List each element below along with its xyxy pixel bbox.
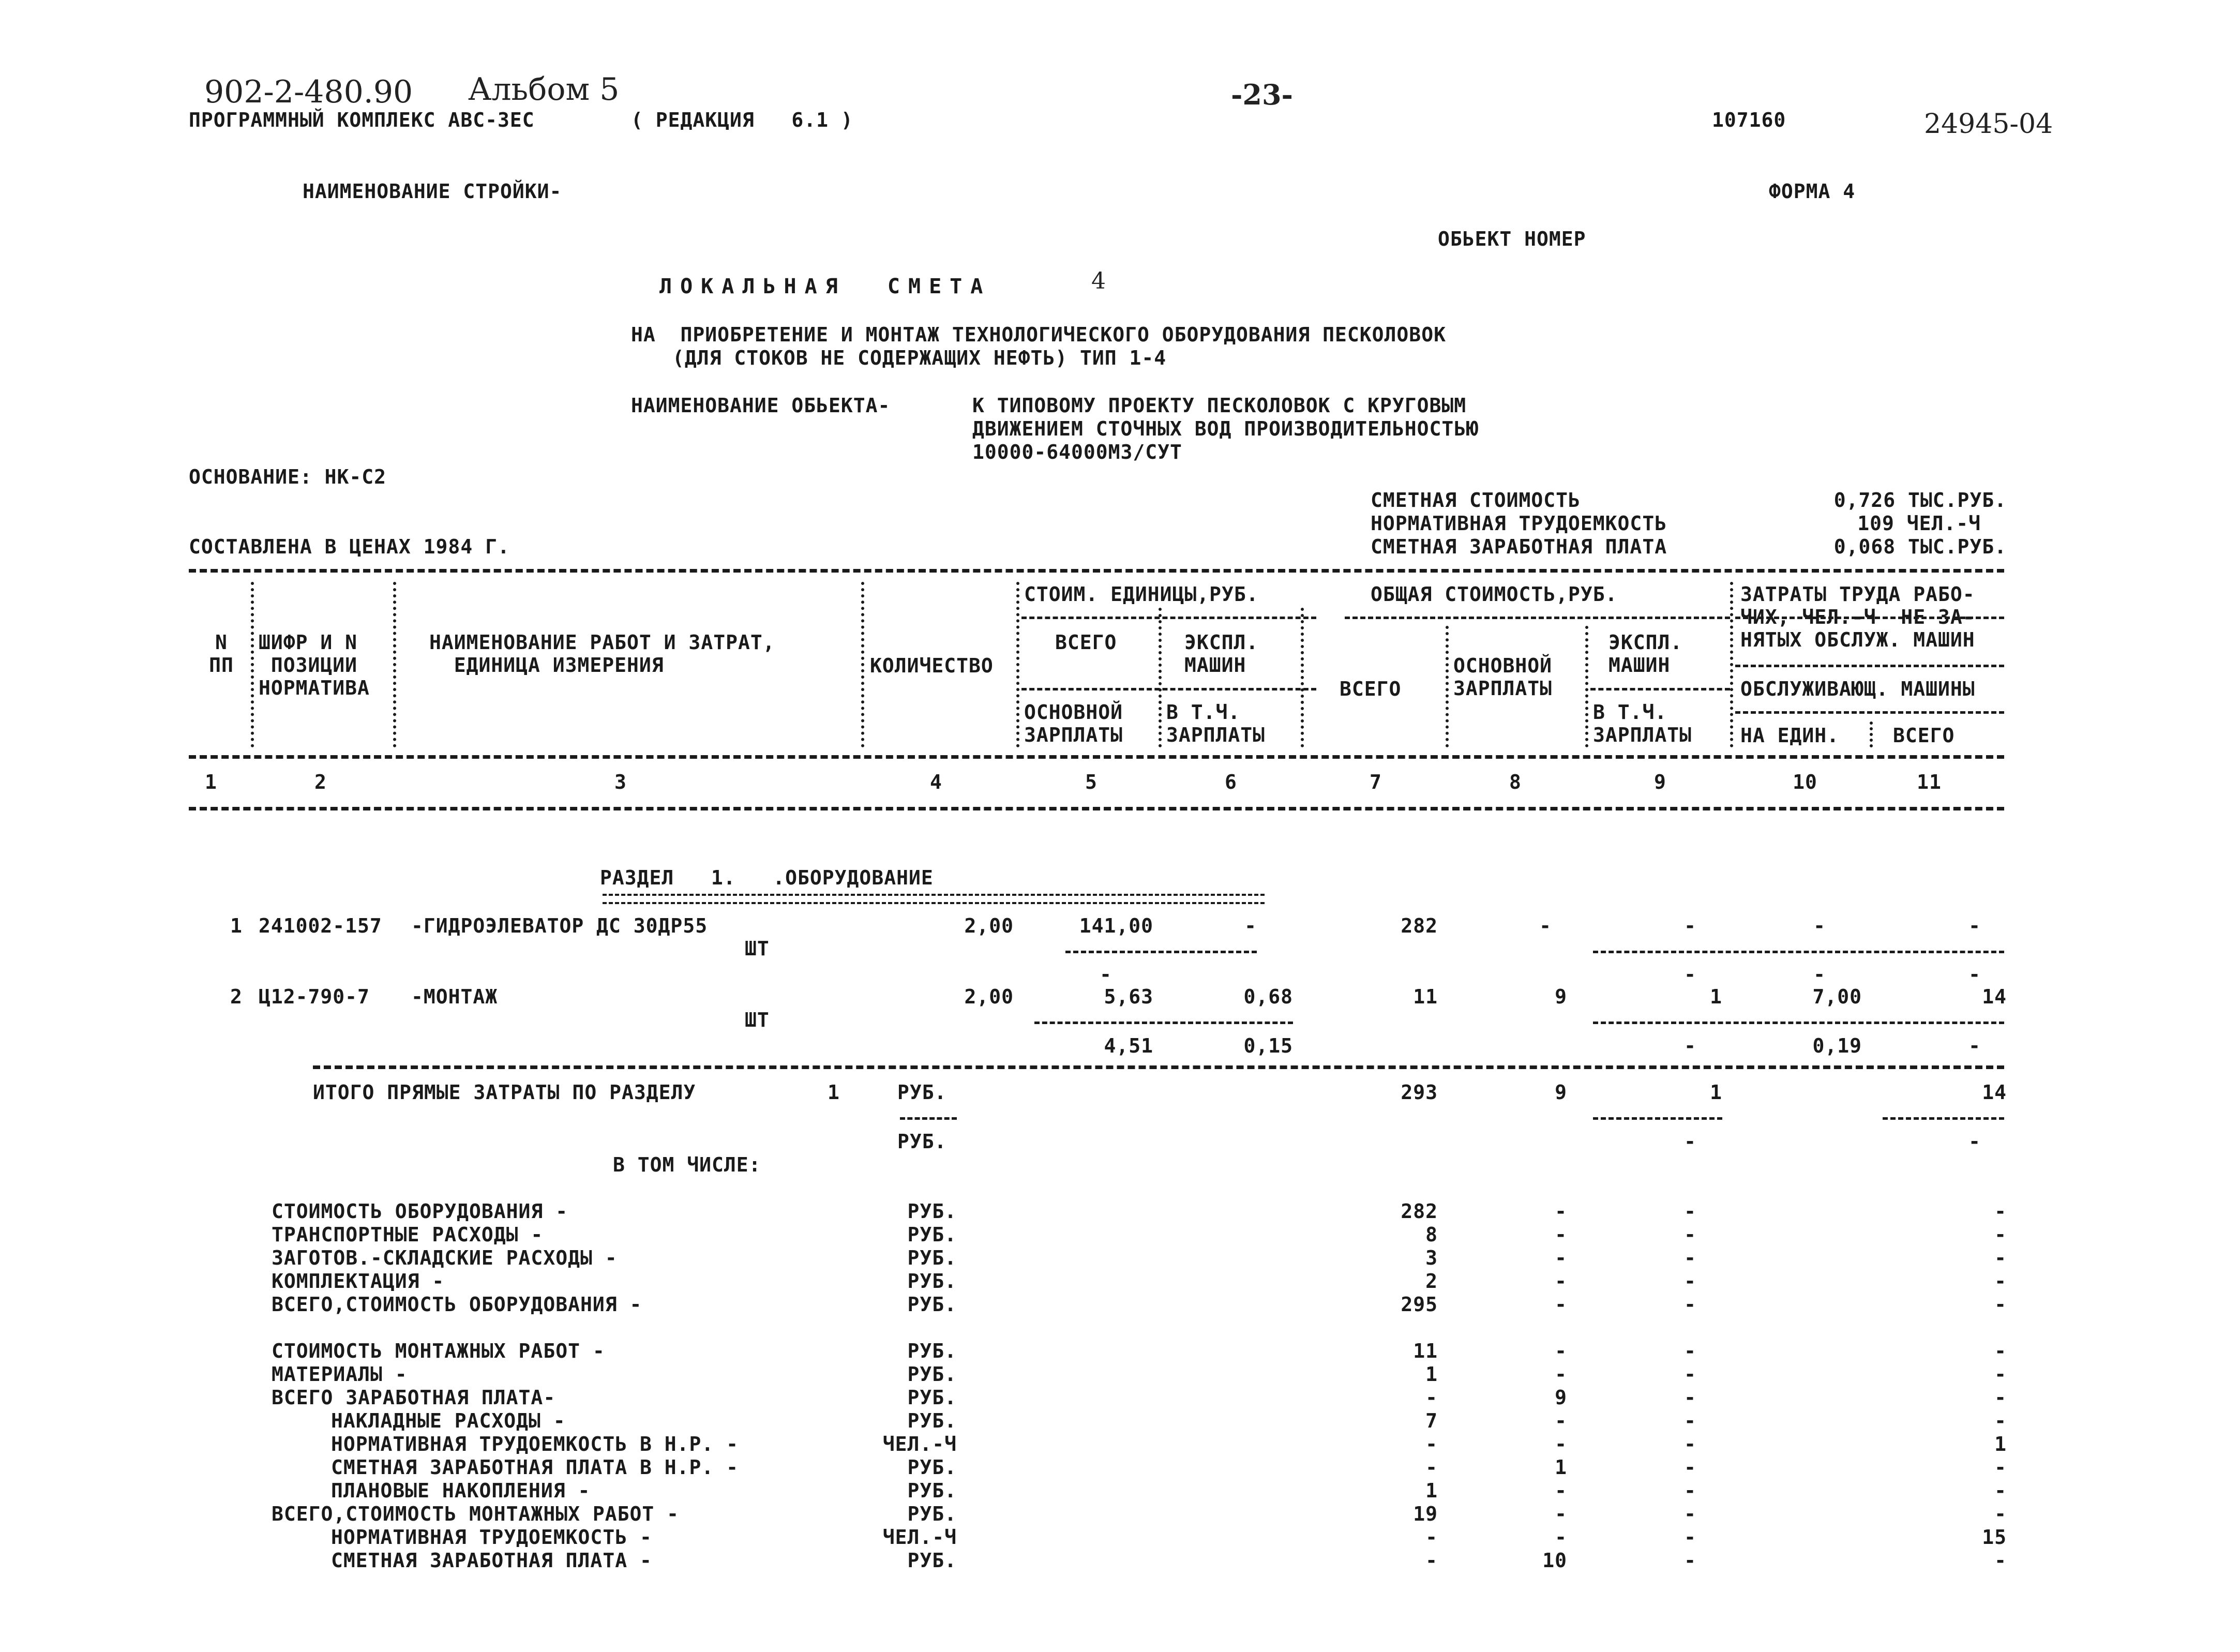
breakdown-mach: - <box>1684 1223 1696 1246</box>
breakdown-row <box>0 1270 2240 1293</box>
th-unit-incl: В Т.Ч. ЗАРПЛАТЫ <box>1166 701 1266 746</box>
totals-subrule-c <box>1883 1117 2004 1120</box>
th-total-wage: ОСНОВНОЙ ЗАРПЛАТЫ <box>1453 654 1553 700</box>
breakdown-row <box>0 1503 2240 1525</box>
col-sep-1 <box>251 582 254 747</box>
row-2-code: Ц12-790-7 <box>259 985 370 1008</box>
breakdown-labor: - <box>1994 1456 2007 1479</box>
row-1-subrule-a <box>1065 951 1257 953</box>
totals-mach-incl: - <box>1684 1130 1696 1153</box>
row-1-unit-total: 141,00 <box>1079 914 1153 937</box>
breakdown-mach: - <box>1684 1549 1696 1572</box>
row-1-qty: 2,00 <box>964 914 1014 937</box>
row-1-total-incl: - <box>1684 963 1696 986</box>
col-number-1: 1 <box>205 771 217 793</box>
breakdown-labor: - <box>1994 1246 2007 1269</box>
breakdown-unit: РУБ. <box>907 1246 957 1269</box>
breakdown-wage: - <box>1555 1363 1567 1386</box>
header-sub-rule-5 <box>1590 688 1730 690</box>
header-sub-rule-2 <box>1345 617 1730 619</box>
doc-number: 107160 <box>1712 109 1786 131</box>
col-number-3: 3 <box>614 771 627 793</box>
breakdown-labor: - <box>1994 1223 2007 1246</box>
breakdown-row <box>0 1479 2240 1502</box>
breakdown-row <box>0 1409 2240 1432</box>
breakdown-row <box>0 1363 2240 1386</box>
subject-line-2: (ДЛЯ СТОКОВ НЕ СОДЕРЖАЩИХ НЕФТЬ) ТИП 1-4 <box>672 347 1167 369</box>
album-label: Альбом 5 <box>468 71 620 108</box>
totals-top-rule <box>313 1065 2004 1069</box>
row-1-unit-wage: - <box>1100 963 1112 986</box>
row-2-name: -МОНТАЖ <box>411 985 498 1008</box>
row-2-subrule-a <box>1034 1022 1293 1024</box>
form-label: ФОРМА 4 <box>1769 180 1856 203</box>
breakdown-label: НАКЛАДНЫЕ РАСХОДЫ - <box>331 1409 566 1432</box>
row-2-qty: 2,00 <box>964 985 1014 1008</box>
row-1-unit: ШТ <box>745 937 770 960</box>
breakdown-labor: 1 <box>1994 1433 2007 1455</box>
breakdown-total: - <box>1425 1456 1438 1479</box>
row-1-labor-all: - <box>1968 914 1981 937</box>
row-2-unit-wage: 4,51 <box>1104 1034 1153 1057</box>
th-code: ШИФР И N ПОЗИЦИИ НОРМАТИВА <box>259 631 370 699</box>
row-2-labor-serv-all: - <box>1968 1034 1981 1057</box>
header-sub-rule-1 <box>1021 617 1316 619</box>
col-number-4: 4 <box>930 771 942 793</box>
breakdown-wage: - <box>1555 1479 1567 1502</box>
breakdown-unit: РУБ. <box>907 1223 957 1246</box>
breakdown-wage: - <box>1555 1200 1567 1223</box>
breakdown-wage: 10 <box>1542 1549 1567 1572</box>
page-number: -23- <box>1231 78 1293 111</box>
col-sep-4 <box>1016 582 1019 747</box>
th-qty: КОЛИЧЕСТВО <box>870 654 994 677</box>
th-unit-cost: СТОИМ. ЕДИНИЦЫ,РУБ. <box>1024 583 1259 606</box>
breakdown-row <box>0 1526 2240 1549</box>
subject-line-1: НА ПРИОБРЕТЕНИЕ И МОНТАЖ ТЕХНОЛОГИЧЕСКОГО ОБОРУДОВАНИЯ ПЕСКОЛОВОК <box>631 323 1446 346</box>
breakdown-labor: - <box>1994 1479 2007 1502</box>
breakdown-wage: - <box>1555 1293 1567 1316</box>
header-sub-rule-4 <box>1021 688 1316 690</box>
breakdown-unit: РУБ. <box>907 1386 957 1409</box>
breakdown-label: ВСЕГО,СТОИМОСТЬ ОБОРУДОВАНИЯ - <box>272 1293 642 1316</box>
breakdown-labor: - <box>1994 1549 2007 1572</box>
breakdown-row <box>0 1200 2240 1223</box>
th-unit-total: ВСЕГО <box>1055 631 1117 654</box>
breakdown-unit: РУБ. <box>907 1200 957 1223</box>
project-code: 902-2-480.90 <box>204 74 413 110</box>
th-name: НАИМЕНОВАНИЕ РАБОТ И ЗАТРАТ, ЕДИНИЦА ИЗМЕРЕНИЯ <box>429 631 775 677</box>
row-1-unit-mach: - <box>1244 914 1257 937</box>
breakdown-labor: - <box>1994 1340 2007 1362</box>
row-1-labor-serv-unit: - <box>1813 963 1826 986</box>
summary-cost-label: СМЕТНАЯ СТОИМОСТЬ <box>1371 489 1581 512</box>
row-2-total-wage: 9 <box>1555 985 1567 1008</box>
breakdown-unit: РУБ. <box>907 1293 957 1316</box>
breakdown-total: 1 <box>1425 1363 1438 1386</box>
breakdown-row <box>0 1386 2240 1409</box>
header-top-rule <box>189 569 2004 573</box>
th-total-all: ВСЕГО <box>1340 678 1402 700</box>
breakdown-unit: РУБ. <box>907 1270 957 1293</box>
stamp-number: 24945-04 <box>1924 109 2053 140</box>
totals-total: 293 <box>1401 1081 1438 1104</box>
breakdown-mach: - <box>1684 1293 1696 1316</box>
edition: ( РЕДАКЦИЯ 6.1 ) <box>631 109 853 131</box>
breakdown-mach: - <box>1684 1503 1696 1525</box>
th-per-unit: НА ЕДИН. <box>1740 724 1840 747</box>
incl-label: В ТОМ ЧИСЛЕ: <box>613 1153 761 1176</box>
breakdown-label: СТОИМОСТЬ ОБОРУДОВАНИЯ - <box>272 1200 568 1223</box>
row-2-unit-mach: 0,68 <box>1243 985 1293 1008</box>
section-title: РАЗДЕЛ 1. .ОБОРУДОВАНИЕ <box>600 866 934 889</box>
row-2-labor-all: 14 <box>1982 985 2007 1008</box>
header-sub-rule-7 <box>1735 711 2004 714</box>
breakdown-wage: - <box>1555 1246 1567 1269</box>
row-1-code: 241002-157 <box>259 914 382 937</box>
totals-subrule-a <box>900 1117 957 1120</box>
breakdown-total: 282 <box>1401 1200 1438 1223</box>
breakdown-labor: 15 <box>1982 1526 2007 1549</box>
summary-cost-value: 0,726 ТЫС.РУБ. <box>1833 489 2007 512</box>
th-labor: ЗАТРАТЫ ТРУДА РАБО- ЧИХ, ЧЕЛ.-Ч НЕ ЗА- НЯТЫХ ОБСЛУЖ. МАШИН <box>1740 583 1975 651</box>
breakdown-unit: РУБ. <box>907 1549 957 1572</box>
object-line-1: К ТИПОВОМУ ПРОЕКТУ ПЕСКОЛОВОК С КРУГОВЫМ <box>972 394 1467 417</box>
totals-subrule-b <box>1593 1117 1722 1120</box>
breakdown-labor: - <box>1994 1270 2007 1293</box>
header-mid-rule <box>189 755 2004 759</box>
col-sep-5 <box>1159 608 1162 747</box>
breakdown-labor: - <box>1994 1503 2007 1525</box>
document-title-number: 4 <box>1091 268 1106 294</box>
breakdown-label: МАТЕРИАЛЫ - <box>272 1363 408 1386</box>
header-sub-rule-6 <box>1735 665 2004 667</box>
th-total-mach: ЭКСПЛ. МАШИН <box>1608 631 1683 677</box>
breakdown-mach: - <box>1684 1526 1696 1549</box>
breakdown-label: ТРАНСПОРТНЫЕ РАСХОДЫ - <box>272 1223 544 1246</box>
th-unit-mach: ЭКСПЛ. МАШИН <box>1184 631 1259 677</box>
breakdown-total: 7 <box>1425 1409 1438 1432</box>
breakdown-row <box>0 1223 2240 1246</box>
breakdown-row <box>0 1293 2240 1316</box>
totals-unit-2: РУБ. <box>897 1130 947 1153</box>
object-line-3: 10000-64000М3/СУТ <box>972 441 1182 463</box>
breakdown-total: - <box>1425 1549 1438 1572</box>
totals-labor: 14 <box>1982 1081 2007 1104</box>
col-sep-7 <box>1446 626 1449 747</box>
col-sep-10 <box>1870 722 1873 747</box>
row-2-total-incl: - <box>1684 1034 1696 1057</box>
object-number-label: ОБЬЕКТ НОМЕР <box>1438 228 1586 250</box>
row-1-labor-unit: - <box>1813 914 1826 937</box>
th-total-cost: ОБЩАЯ СТОИМОСТЬ,РУБ. <box>1371 583 1618 606</box>
summary-labor-value: 109 ЧЕЛ.-Ч <box>1857 512 1981 535</box>
row-1-total-wage: - <box>1539 914 1552 937</box>
breakdown-labor: - <box>1994 1200 2007 1223</box>
breakdown-unit: РУБ. <box>907 1340 957 1362</box>
totals-label: ИТОГО ПРЯМЫЕ ЗАТРАТЫ ПО РАЗДЕЛУ <box>313 1081 696 1104</box>
col-sep-8 <box>1585 626 1588 747</box>
construction-label: НАИМЕНОВАНИЕ СТРОЙКИ- <box>303 180 562 203</box>
breakdown-mach: - <box>1684 1363 1696 1386</box>
row-2-unit: ШТ <box>745 1009 770 1031</box>
breakdown-wage: - <box>1555 1526 1567 1549</box>
row-1-total-mach: - <box>1684 914 1696 937</box>
col-number-6: 6 <box>1225 771 1237 793</box>
breakdown-total: 19 <box>1413 1503 1438 1525</box>
row-2-number: 2 <box>230 985 243 1008</box>
row-1-total: 282 <box>1401 914 1438 937</box>
col-sep-6 <box>1301 608 1304 747</box>
summary-wage-label: СМЕТНАЯ ЗАРАБОТНАЯ ПЛАТА <box>1371 535 1667 558</box>
breakdown-unit: РУБ. <box>907 1456 957 1479</box>
row-2-total-mach: 1 <box>1710 985 1722 1008</box>
breakdown-mach: - <box>1684 1200 1696 1223</box>
breakdown-mach: - <box>1684 1340 1696 1362</box>
totals-section-no: 1 <box>828 1081 840 1104</box>
totals-wage: 9 <box>1555 1081 1567 1104</box>
totals-unit: РУБ. <box>897 1081 947 1104</box>
col-number-11: 11 <box>1917 771 1942 793</box>
row-2-labor-serv-unit: 0,19 <box>1812 1034 1862 1057</box>
breakdown-total: 2 <box>1425 1270 1438 1293</box>
breakdown-mach: - <box>1684 1409 1696 1432</box>
col-sep-3 <box>861 582 864 747</box>
totals-labor-serv: - <box>1968 1130 1981 1153</box>
breakdown-row <box>0 1433 2240 1455</box>
breakdown-unit: РУБ. <box>907 1409 957 1432</box>
header-bottom-rule <box>189 807 2004 810</box>
breakdown-mach: - <box>1684 1270 1696 1293</box>
breakdown-label: ВСЕГО,СТОИМОСТЬ МОНТАЖНЫХ РАБОТ - <box>272 1503 679 1525</box>
breakdown-mach: - <box>1684 1386 1696 1409</box>
document-title: ЛОКАЛЬНАЯ СМЕТА <box>659 275 991 298</box>
breakdown-label: СТОИМОСТЬ МОНТАЖНЫХ РАБОТ - <box>272 1340 605 1362</box>
breakdown-list <box>0 1200 2240 1593</box>
breakdown-total: 8 <box>1425 1223 1438 1246</box>
breakdown-row <box>0 1340 2240 1362</box>
breakdown-total: - <box>1425 1433 1438 1455</box>
breakdown-unit: РУБ. <box>907 1503 957 1525</box>
breakdown-unit: РУБ. <box>907 1363 957 1386</box>
breakdown-total: - <box>1425 1386 1438 1409</box>
row-2-unit-incl: 0,15 <box>1243 1034 1293 1057</box>
breakdown-mach: - <box>1684 1479 1696 1502</box>
object-line-2: ДВИЖЕНИЕМ СТОЧНЫХ ВОД ПРОИЗВОДИТЕЛЬНОСТЬЮ <box>972 417 1479 440</box>
breakdown-unit: ЧЕЛ.-Ч <box>882 1526 957 1549</box>
basis: ОСНОВАНИЕ: НК-С2 <box>189 465 387 488</box>
col-number-8: 8 <box>1509 771 1522 793</box>
breakdown-labor: - <box>1994 1386 2007 1409</box>
breakdown-total: 295 <box>1401 1293 1438 1316</box>
breakdown-wage: 9 <box>1555 1386 1567 1409</box>
th-n: N ПП <box>209 631 234 677</box>
breakdown-total: - <box>1425 1526 1438 1549</box>
breakdown-row <box>0 1456 2240 1479</box>
breakdown-labor: - <box>1994 1409 2007 1432</box>
breakdown-label: ПЛАНОВЫЕ НАКОПЛЕНИЯ - <box>331 1479 591 1502</box>
breakdown-label: НОРМАТИВНАЯ ТРУДОЕМКОСТЬ В Н.Р. - <box>331 1433 739 1455</box>
th-all: ВСЕГО <box>1893 724 1955 747</box>
th-unit-wage: ОСНОВНОЙ ЗАРПЛАТЫ <box>1024 701 1123 746</box>
breakdown-wage: - <box>1555 1409 1567 1432</box>
breakdown-total: 3 <box>1425 1246 1438 1269</box>
th-labor-serv: ОБСЛУЖИВАЮЩ. МАШИНЫ <box>1740 678 1975 700</box>
col-sep-9 <box>1730 582 1733 747</box>
breakdown-wage: - <box>1555 1340 1567 1362</box>
breakdown-wage: - <box>1555 1433 1567 1455</box>
totals-mach: 1 <box>1710 1081 1722 1104</box>
row-1-name: -ГИДРОЭЛЕВАТОР ДС 30ДР55 <box>411 914 708 937</box>
breakdown-label: СМЕТНАЯ ЗАРАБОТНАЯ ПЛАТА В Н.Р. - <box>331 1456 739 1479</box>
breakdown-total: 11 <box>1413 1340 1438 1362</box>
breakdown-mach: - <box>1684 1456 1696 1479</box>
breakdown-labor: - <box>1994 1363 2007 1386</box>
breakdown-row <box>0 1246 2240 1269</box>
breakdown-wage: - <box>1555 1270 1567 1293</box>
row-2-subrule-b <box>1593 1022 2004 1024</box>
row-2-labor-unit: 7,00 <box>1812 985 1862 1008</box>
summary-labor-label: НОРМАТИВНАЯ ТРУДОЕМКОСТЬ <box>1371 512 1667 535</box>
prices-basis: СОСТАВЛЕНА В ЦЕНАХ 1984 Г. <box>189 535 510 558</box>
breakdown-total: 1 <box>1425 1479 1438 1502</box>
breakdown-row <box>0 1549 2240 1572</box>
object-label: НАИМЕНОВАНИЕ ОБЬЕКТА- <box>631 394 891 417</box>
row-1-number: 1 <box>230 914 243 937</box>
breakdown-wage: - <box>1555 1223 1567 1246</box>
breakdown-wage: 1 <box>1555 1456 1567 1479</box>
section-underline <box>603 894 1265 904</box>
col-number-2: 2 <box>314 771 327 793</box>
row-1-labor-serv-all: - <box>1968 963 1981 986</box>
breakdown-mach: - <box>1684 1246 1696 1269</box>
breakdown-mach: - <box>1684 1433 1696 1455</box>
breakdown-label: КОМПЛЕКТАЦИЯ - <box>272 1270 445 1293</box>
th-total-incl: В Т.Ч. ЗАРПЛАТЫ <box>1593 701 1692 746</box>
breakdown-label: СМЕТНАЯ ЗАРАБОТНАЯ ПЛАТА - <box>331 1549 652 1572</box>
breakdown-unit: РУБ. <box>907 1479 957 1502</box>
row-2-total: 11 <box>1413 985 1438 1008</box>
row-1-subrule-b <box>1593 951 2004 953</box>
program-name: ПРОГРАММНЫЙ КОМПЛЕКС АВС-3ЕС <box>189 109 535 131</box>
row-2-unit-total: 5,63 <box>1104 985 1153 1008</box>
breakdown-unit: ЧЕЛ.-Ч <box>882 1433 957 1455</box>
breakdown-labor: - <box>1994 1293 2007 1316</box>
breakdown-label: ЗАГОТОВ.-СКЛАДСКИЕ РАСХОДЫ - <box>272 1246 618 1269</box>
breakdown-label: ВСЕГО ЗАРАБОТНАЯ ПЛАТА- <box>272 1386 556 1409</box>
breakdown-wage: - <box>1555 1503 1567 1525</box>
col-number-7: 7 <box>1370 771 1382 793</box>
col-number-9: 9 <box>1654 771 1666 793</box>
col-sep-2 <box>393 582 396 747</box>
col-number-5: 5 <box>1085 771 1098 793</box>
summary-wage-value: 0,068 ТЫС.РУБ. <box>1833 535 2007 558</box>
col-number-10: 10 <box>1793 771 1817 793</box>
breakdown-label: НОРМАТИВНАЯ ТРУДОЕМКОСТЬ - <box>331 1526 652 1549</box>
